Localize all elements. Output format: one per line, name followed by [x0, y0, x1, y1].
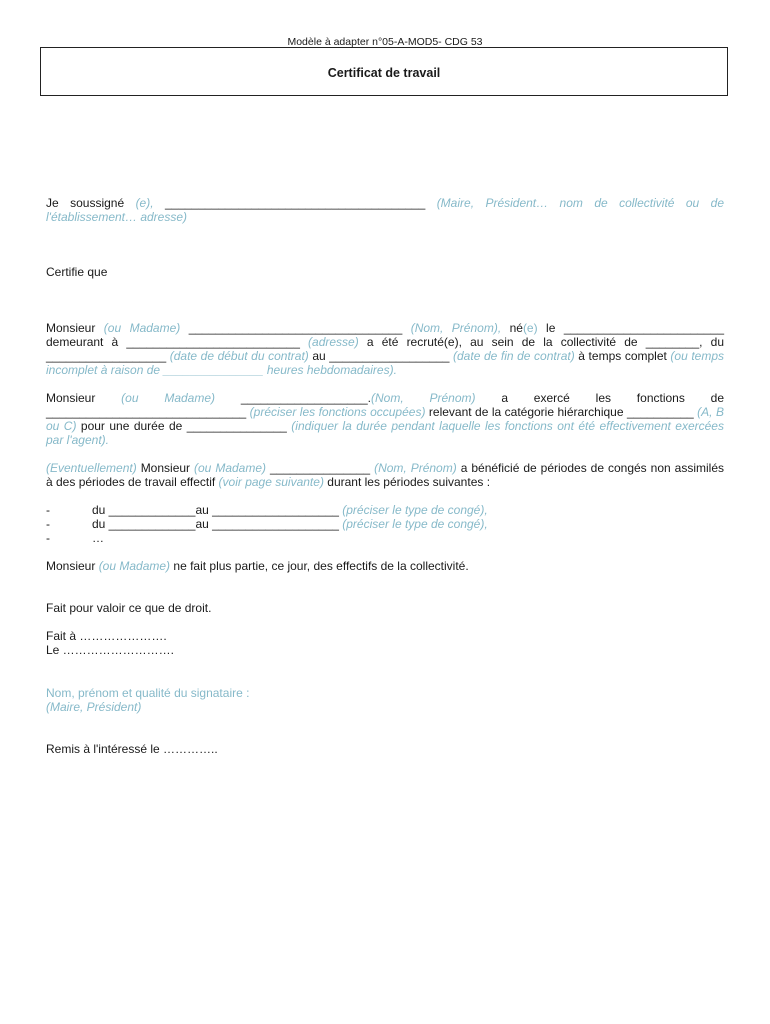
text: né [501, 321, 523, 335]
blank-line: _______________________________________ [153, 196, 437, 210]
list-dash: - [46, 503, 50, 517]
hint-adresse: (adresse) [308, 335, 359, 349]
hint-date-debut: (date de début du contrat) [169, 349, 309, 363]
text: Monsieur [46, 559, 99, 573]
text: Monsieur [136, 461, 195, 475]
text: pour une durée de _______________ [76, 419, 292, 433]
text: le ________________________ demeurant à __________________________ [46, 321, 724, 349]
fait-pour-valoir: Fait pour valoir ce que de droit. [46, 601, 212, 615]
list-item-text: du _____________au ___________________ [92, 517, 343, 531]
blank-line: ________________________________ [180, 321, 411, 335]
list-item-content [92, 517, 488, 531]
paragraph-recrutement [46, 321, 724, 377]
list-dash: - [46, 517, 50, 531]
paragraph-effectifs [46, 559, 724, 573]
list-item-content [92, 503, 488, 517]
text: ne fait plus partie, ce jour, des effectifs de la collectivité. [170, 559, 469, 573]
text: ___________________. [215, 391, 371, 405]
text: a exercé les fonctions de ______________________________ [46, 391, 724, 419]
hint-fonctions: (préciser les fonctions occupées) [249, 405, 426, 419]
hint-nom-prenom: (Nom, Prénom) [374, 461, 457, 475]
paragraph-fonctions [46, 391, 724, 447]
signataire-qualite: (Maire, Président) [46, 700, 142, 714]
text: a été recruté(e), au sein de la collectivité de ________, du __________________ [46, 335, 724, 363]
hint-eventuellement: (Eventuellement) [46, 461, 137, 475]
text: Monsieur [46, 321, 104, 335]
date-le: Le ………………………. [46, 643, 175, 657]
hint-temps-incomplet: (ou temps incomplet à raison de _______________ heures hebdomadaires). [46, 349, 725, 377]
list-item-hint: (préciser le type de congé), [342, 503, 488, 517]
hint-duree: (indiquer la durée pendant laquelle les fonctions ont été effectivement exercées par l'agent). [46, 419, 724, 447]
hint-categorie: (A, B ou C) [46, 405, 724, 433]
paragraph-soussigne [46, 196, 724, 224]
remis-a-interesse: Remis à l'intéressé le ………….. [46, 742, 218, 756]
hint-page-suivante: (voir page suivante) [218, 475, 324, 489]
list-item-text: … [92, 531, 104, 545]
text: Monsieur [46, 391, 122, 405]
hint-madame: (ou Madame) [194, 461, 267, 475]
hint-nom-prenom: (Nom, Prénom) [371, 391, 476, 405]
list-item-hint: (préciser le type de congé), [342, 517, 488, 531]
text: Je soussigné [46, 196, 136, 210]
hint-madame: (ou Madame) [98, 559, 171, 573]
text: _______________ [266, 461, 375, 475]
hint-gender: (e) [522, 321, 538, 335]
hint-madame: (ou Madame) [103, 321, 181, 335]
hint-signatory: (Maire, Président… nom de collectivité ou de l'établissement… adresse) [46, 196, 724, 224]
text: relevant de la catégorie hiérarchique __________ [425, 405, 698, 419]
text: durant les périodes suivantes : [323, 475, 491, 489]
list-dash: - [46, 531, 50, 545]
list-item-text: du _____________au ___________________ [92, 503, 343, 517]
model-reference: Modèle à adapter n°05-A-MOD5- CDG 53 [287, 36, 483, 48]
list-item-content [92, 531, 104, 545]
paragraph-conges [46, 461, 724, 489]
hint-nom-prenom: (Nom, Prénom), [410, 321, 502, 335]
document-title: Certificat de travail [327, 66, 441, 80]
signataire-label: Nom, prénom et qualité du signataire : [46, 686, 250, 700]
text: à temps complet [574, 349, 671, 363]
title-box [40, 47, 728, 96]
text: a bénéficié de périodes de congés non assimilés à des périodes de travail effectif [46, 461, 724, 489]
hint-madame: (ou Madame) [121, 391, 216, 405]
hint-date-fin: (date de fin de contrat) [453, 349, 575, 363]
text: au __________________ [308, 349, 454, 363]
hint-gender: (e), [135, 196, 154, 210]
certifie-que: Certifie que [46, 265, 108, 279]
fait-a: Fait à …………………. [46, 629, 167, 643]
